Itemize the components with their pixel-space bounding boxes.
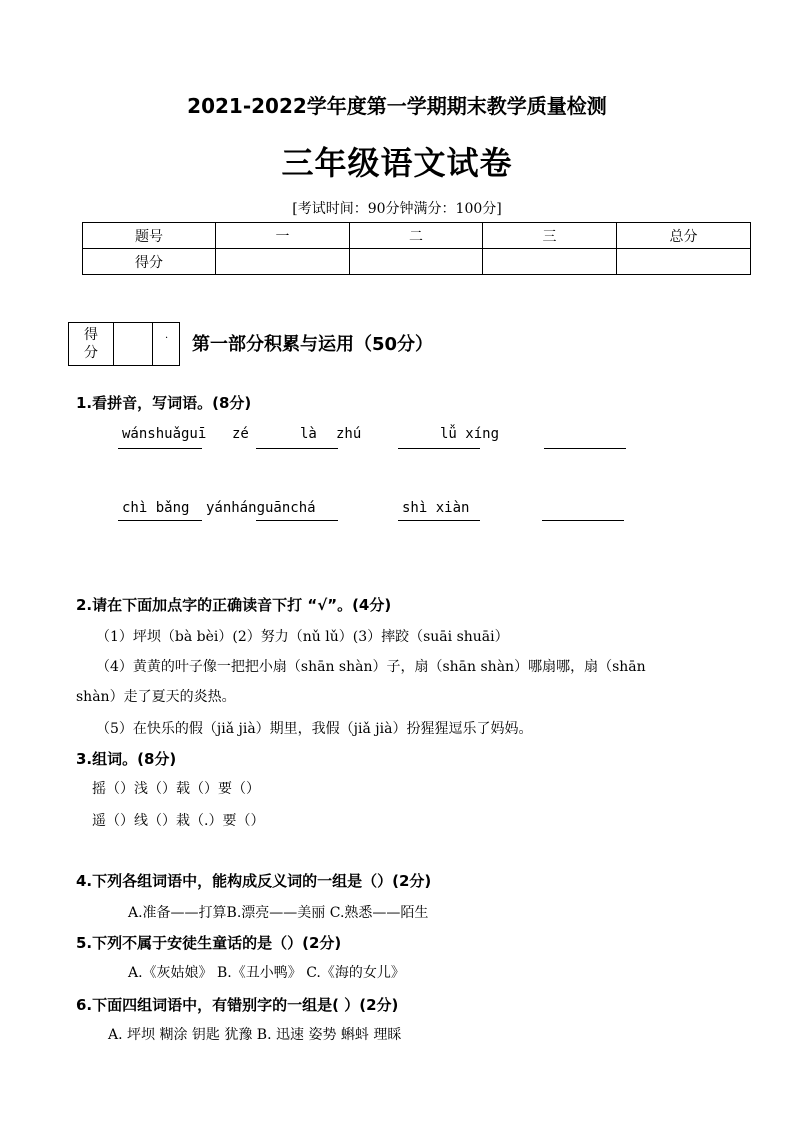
answer-line[interactable] <box>544 448 626 449</box>
score-table-header-cell: 三 <box>483 223 617 249</box>
q2-line: （4）黄黄的叶子像一把把小扇（shān shàn）子，扇（shān shàn）哪扇哪，扇（shān <box>96 659 646 675</box>
answer-line[interactable] <box>118 520 202 521</box>
score-cell[interactable] <box>216 249 350 275</box>
score-row-label: 得分 <box>83 249 216 275</box>
part1-score-label <box>69 323 114 365</box>
q1-title: 1.看拼音，写词语。(8分) <box>76 394 252 412</box>
q5-options: A.《灰姑娘》 B.《丑小鸭》 C.《海的女儿》 <box>128 965 405 981</box>
part1-title: 第一部分积累与运用（50分） <box>192 334 434 355</box>
q1-pinyin: wánshuǎguī <box>122 426 207 442</box>
score-table-header-cell: 二 <box>350 223 483 249</box>
score-table <box>82 222 751 275</box>
part1-score-label-text: 得分 <box>84 327 98 361</box>
q4-options: A.准备——打算B.漂亮——美丽 C.熟悉——陌生 <box>128 905 429 921</box>
q3-line: 遥（）线（）栽（.）要（） <box>92 813 265 829</box>
part1-score-box <box>68 322 180 366</box>
score-cell[interactable] <box>350 249 483 275</box>
q6-title: 6.下面四组词语中，有错别字的一组是( ）(2分) <box>76 996 399 1014</box>
q1-pinyin: yánhánguānchá <box>206 500 316 516</box>
score-table-header-row <box>83 223 751 249</box>
q3-title: 3.组词。(8分) <box>76 750 177 768</box>
answer-line[interactable] <box>542 520 624 521</box>
q1-pinyin: zé <box>232 426 249 442</box>
paper-title: 三年级语文试卷 <box>281 144 513 182</box>
dot-mark: · <box>165 333 169 344</box>
score-table-score-row <box>83 249 751 275</box>
score-table-header-cell: 题号 <box>83 223 216 249</box>
part1-reviewer-cell[interactable] <box>153 323 179 365</box>
q1-pinyin: shì xiàn <box>402 500 470 516</box>
q2-line: （5）在快乐的假（jiǎ jià）期里，我假（jiǎ jià）扮猩猩逗乐了妈妈。 <box>96 721 533 737</box>
score-cell[interactable] <box>617 249 751 275</box>
exam-title: 2021-2022学年度第一学期期末教学质量检测 <box>187 94 607 118</box>
q1-pinyin: chì bǎng <box>122 500 190 516</box>
q1-pinyin: lǚ xíng <box>440 426 500 442</box>
answer-line[interactable] <box>118 448 202 449</box>
q1-pinyin: zhú <box>336 426 362 442</box>
score-table-header-cell: 总分 <box>617 223 751 249</box>
q1-pinyin: là <box>300 426 317 442</box>
exam-info: [考试时间：90分钟满分：100分] <box>292 201 502 217</box>
q6-options: A. 坪坝 糊涂 钥匙 犹豫 B. 迅速 姿势 蝌蚪 理睬 <box>108 1027 402 1043</box>
q2-line: （1）坪坝（bà bèi）(2）努力（nǔ lǔ）(3）摔跤（suāi shuāi） <box>96 629 509 645</box>
q4-title: 4.下列各组词语中，能构成反义词的一组是（）(2分) <box>76 872 432 890</box>
score-cell[interactable] <box>483 249 617 275</box>
q2-line: shàn）走了夏天的炎热。 <box>76 689 236 705</box>
score-table-header-cell: 一 <box>216 223 350 249</box>
answer-line[interactable] <box>398 520 480 521</box>
part1-score-cell[interactable] <box>114 323 153 365</box>
answer-line[interactable] <box>256 520 338 521</box>
answer-line[interactable] <box>256 448 338 449</box>
q3-line: 摇（）浅（）载（）要（） <box>92 781 260 797</box>
q2-title: 2.请在下面加点字的正确读音下打 “√”。(4分) <box>76 596 392 614</box>
q5-title: 5.下列不属于安徒生童话的是（）(2分) <box>76 934 342 952</box>
answer-line[interactable] <box>398 448 480 449</box>
